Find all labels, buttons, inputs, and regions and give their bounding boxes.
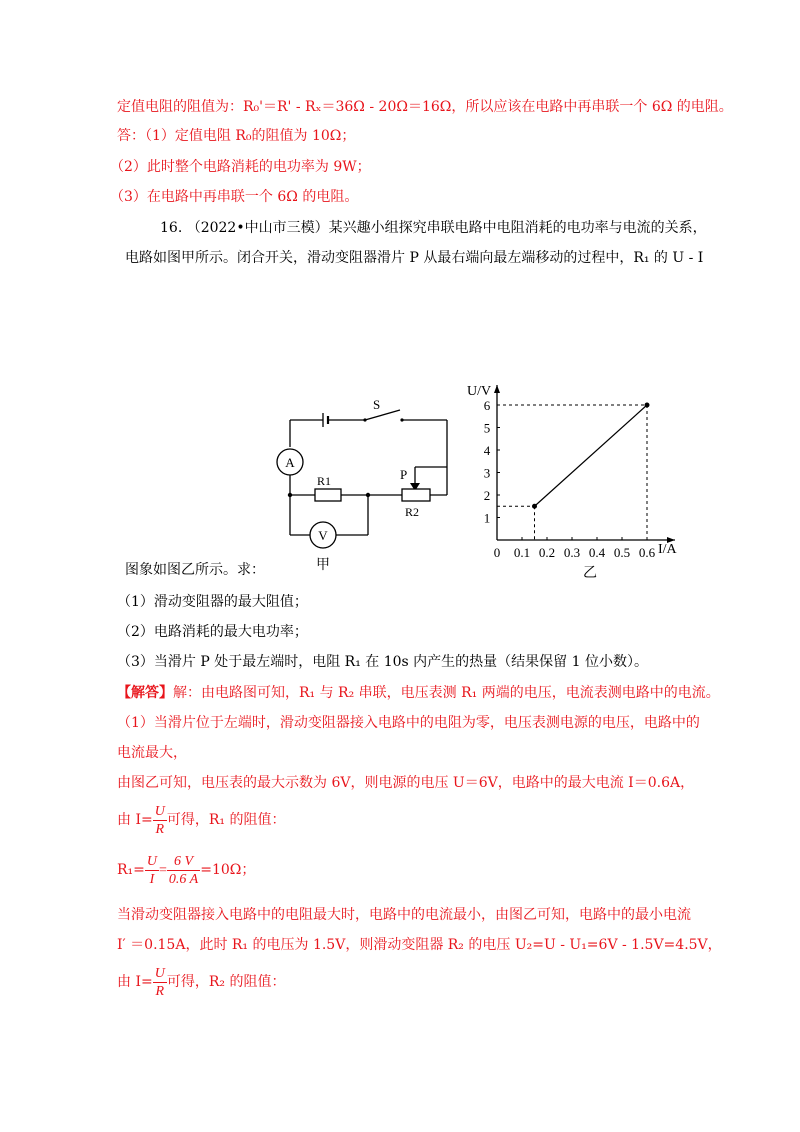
ui-graph — [465, 375, 685, 585]
answer-line-1: 答：（1）定值电阻 R₀的阻值为 10Ω； — [117, 128, 356, 144]
x-tick-label: 0.5 — [613, 545, 631, 560]
answer-1-line-3: 由图乙可知，电压表的最大示数为 6V，则电源的电压 U＝6V，电路中的最大电流 I＝0.6A， — [117, 775, 695, 791]
rheostat-r2 — [402, 489, 430, 501]
question-line-3: 图象如图乙所示。求： — [125, 562, 265, 578]
switch-blade — [365, 410, 400, 420]
answer-1-line-1: （1）当滑片位于左端时，滑动变阻器接入电路中的电阻为零，电压表测电源的电压，电路中的 — [117, 715, 700, 731]
sub-question-2: （2）电路消耗的最大电功率； — [117, 624, 308, 640]
answer-line-2: （2）此时整个电路消耗的电功率为 9W； — [110, 159, 371, 175]
y-tick-label: 4 — [483, 443, 491, 458]
ohm-law-line-1: 由 I= $\frac{U}{R}$ 可得，R₁ 的阻值： — [117, 803, 286, 837]
resistor-r1 — [315, 489, 341, 501]
solution-line-1: 定值电阻的阻值为：R₀'＝R' ‑ Rₓ＝36Ω ‑ 20Ω＝16Ω，所以应该在电路中再串联一个 6Ω 的电阻。 — [117, 99, 733, 115]
y-tick-label: 1 — [483, 510, 491, 526]
x-axis-label: I/A — [658, 542, 677, 557]
fraction-u-over-r: $\frac{U}{R}$ — [154, 803, 165, 837]
r1-label: R1 — [317, 474, 332, 488]
answer-1-line-2: 电流最大， — [117, 745, 187, 761]
question-line-1: 16. （2022•中山市三模）某兴趣小组探究串联电路中电阻消耗的电功率与电流的关系， — [160, 220, 707, 236]
ammeter-label: A — [285, 455, 295, 470]
chart-caption: 乙 — [583, 565, 597, 581]
y-tick-label: 5 — [483, 420, 491, 436]
data-line — [535, 405, 648, 506]
voltmeter-label: V — [318, 528, 328, 543]
answer-line-3: （3）在电路中再串联一个 6Ω 的电阻。 — [110, 189, 359, 205]
x-tick-label: 0 — [493, 545, 501, 560]
r2-label: R2 — [405, 505, 420, 519]
x-tick-label: 0.1 — [513, 545, 531, 560]
y-axis-label: U/V — [467, 384, 492, 399]
data-point — [532, 504, 537, 509]
x-tick-label: 0.6 — [638, 545, 656, 560]
fraction-u-over-r-2: $\frac{U}{R}$ — [154, 965, 165, 999]
slider-label: P — [400, 467, 408, 482]
answer-2-line-2: I′ ＝0.15A，此时 R₁ 的电压为 1.5V，则滑动变阻器 R₂ 的电压 U₂=U ‑ U₁=6V ‑ 1.5V=4.5V， — [117, 937, 722, 953]
answer-intro-text: 解：由电路图可知，R₁ 与 R₂ 串联，电压表测 R₁ 两端的电压，电流表测电路中的电流。 — [173, 685, 720, 701]
data-point — [645, 403, 650, 408]
x-tick-label: 0.3 — [563, 545, 581, 560]
sub-question-1: （1）滑动变阻器的最大阻值； — [117, 594, 308, 610]
answer-2-line-1: 当滑动变阻器接入电路中的电阻最大时，电路中的电流最小，由图乙可知，电路中的最小电流 — [117, 907, 691, 923]
circuit-diagram — [265, 395, 465, 575]
y-tick-label: 2 — [483, 488, 491, 503]
question-line-2: 电路如图甲所示。闭合开关，滑动变阻器滑片 P 从最右端向最左端移动的过程中，R₁ 的 U ‑ I — [125, 250, 704, 266]
y-tick-label: 3 — [483, 465, 491, 481]
circuit-caption: 甲 — [316, 557, 330, 573]
fraction-u-over-i: $\frac{U}{I}$ — [146, 853, 158, 887]
x-tick-label: 0.2 — [538, 545, 556, 560]
sub-question-3: （3）当滑片 P 处于最左端时，电阻 R₁ 在 10s 内产生的热量（结果保留 1 位小数）。 — [117, 654, 648, 670]
switch-label: S — [373, 397, 381, 412]
fraction-6v-over-0-6a: $\frac{6 V}{0.6 A}$ — [168, 853, 199, 887]
x-tick-label: 0.4 — [588, 545, 606, 560]
ohm-law-line-2: 由 I= $\frac{U}{R}$ 可得，R₂ 的阻值： — [117, 965, 286, 999]
y-axis-arrow — [494, 385, 500, 393]
answer-tag: 【解答】 — [117, 685, 173, 701]
y-tick-label: 6 — [483, 398, 491, 413]
answer-intro — [117, 683, 720, 703]
r1-calculation: R₁= $\frac{U}{I}$ = $\frac{6 V}{0.6 A}$ =10Ω； — [117, 853, 256, 887]
